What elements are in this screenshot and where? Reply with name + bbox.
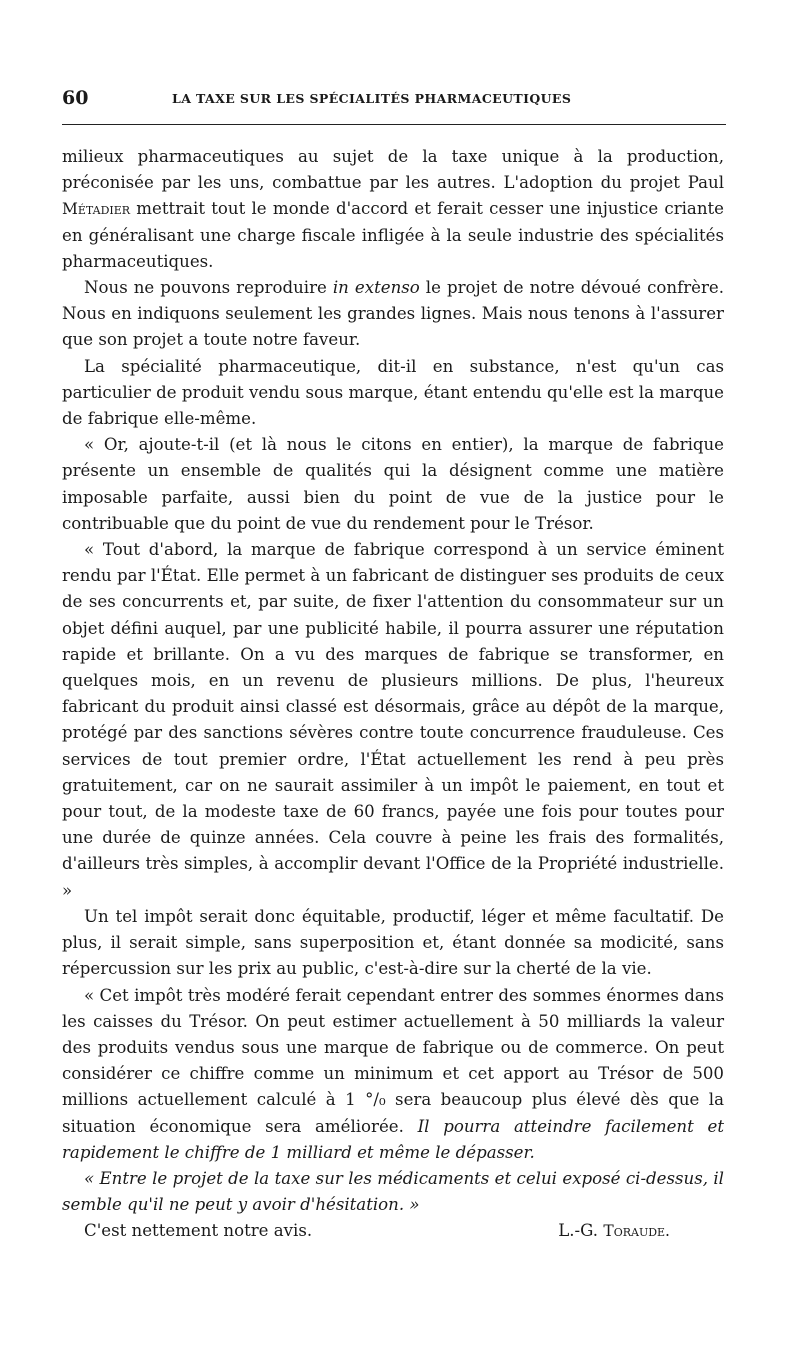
paragraph-2: Nous ne pouvons reproduire in extenso le projet de notre dévoué confrère. Nous en indiquons seulement les grandes lignes. Mais nous tenons à l'assurer que son projet a toute notre faveur. [62,278,724,350]
paragraph-1: milieux pharmaceutiques au sujet de la taxe unique à la production, préconisée par les uns, combattue par les autres. L'adoption du projet Paul Métadier mettrait tout le monde d'accord et ferait cesser une injustice criante en généralisant une charge fiscale infligée à la seule industrie des spécialités pharmaceutiques. [62,147,724,271]
paragraph-6: Un tel impôt serait donc équitable, productif, léger et même facultatif. De plus, il serait simple, sans superposition et, étant donnée sa modicité, sans répercussion sur les prix au public, c'est-à-dire sur la cherté de la vie. [62,906,724,979]
article-body [62,144,724,1245]
closing-line [62,1218,724,1244]
signature: L.-G. Toraude. [558,1221,670,1241]
closing-text: C'est nettement notre avis. [84,1221,313,1241]
latin-phrase: in extenso [332,278,420,298]
page-header [62,86,730,116]
running-title: LA TAXE SUR LES SPÉCIALITÉS PHARMACEUTIQUES [172,91,572,106]
paragraph-8: « Entre le projet de la taxe sur les médicaments et celui exposé ci-dessus, il semble qu'il ne peut y avoir d'hésitation. » [62,1168,724,1215]
paragraph-5: « Tout d'abord, la marque de fabrique correspond à un service éminent rendu par l'État. Elle permet à un fabricant de distinguer ses produits de ceux de ses concurrents et, par suite, de fixer l'attention du consommateur sur un objet défini auquel, par une publicité habile, il pourra assurer une réputation rapide et brillante. On a vu des marques de fabrique se transformer, en quelques mois, en un revenu de plusieurs millions. De plus, l'heureux fabricant du produit ainsi classé est désormais, grâce au dépôt de la marque, protégé par des sanctions sévères contre toute concurrence frauduleuse. Ces services de tout premier ordre, l'État actuellement les rend à peu près gratuitement, car on ne saurait assimiler à un impôt le paiement, en tout et pour tout, de la modeste taxe de 60 francs, payée une fois pour toutes pour une durée de quinze années. Cela couvre à peine les frais des formalités, d'ailleurs très simples, à accomplir devant l'Office de la Propriété industrielle. » [62,540,724,900]
header-rule [62,124,726,125]
page-number: 60 [62,87,89,109]
paragraph-7: « Cet impôt très modéré ferait cependant entrer des sommes énormes dans les caisses du Trésor. On peut estimer actuellement à 50 milliards la valeur des produits vendus sous une marque de fabrique ou de commerce. On peut considérer ce chiffre comme un minimum et cet apport au Trésor de 500 millions actuellement calculé à 1 °/₀ sera beaucoup plus élevé dès que la situation économique sera améliorée. Il pourra atteindre facilement et rapidement le chiffre de 1 milliard et même le dépasser. [62,985,724,1162]
signature-name: Toraude. [603,1222,670,1241]
author-name-metadier: Métadier [62,200,131,219]
paragraph-4: « Or, ajoute-t-il (et là nous le citons en entier), la marque de fabrique présente un ensemble de qualités qui la désignent comme une matière imposable parfaite, aussi bien du point de vue de la justice pour le contribuable que du point de vue du rendement pour le Trésor. [62,435,724,533]
page [62,86,730,1241]
italic-emphasis: Il pourra atteindre facilement et rapidement le chiffre de 1 milliard et même le dépasser. [62,1116,724,1162]
paragraph-3: La spécialité pharmaceutique, dit-il en substance, n'est qu'un cas particulier de produit vendu sous marque, étant entendu qu'elle est la marque de fabrique elle-même. [62,356,724,429]
